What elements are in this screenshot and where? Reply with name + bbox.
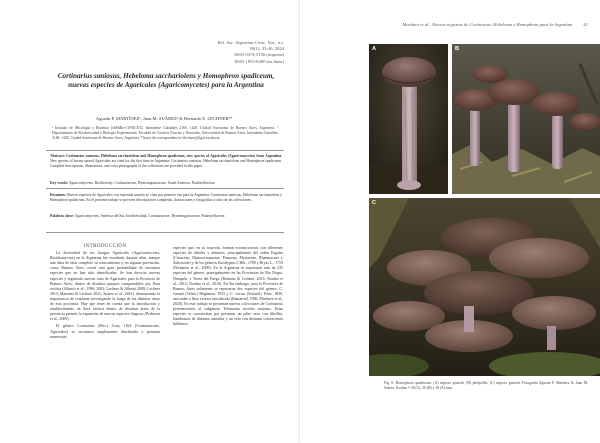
running-head-title: Martínez et al.: Nuevos registros de Cortinarius, Hebeloma y Homophron para la Argentina [402,22,573,27]
figure-caption-text: Homophron spadiceum. (A) aspecto general; (B) pileipellis; (C) aspecto general. Fotografía Agustín P. Martínez & Juan M. Suárez. Escalas = 30 (C), 20 (B) y 10 (A) mm. [384,381,589,390]
journal-issn-print: ISSN 0374-5156 (impresa) [234,52,284,58]
resumen-rule [46,188,284,189]
body-column-left [50,244,160,342]
body-paragraph: especies que, en su mayoría, forman ectomicorrizas con diferentes especies de árboles y arbustos, principalmente del orden Fagales (Cistaceae, Dipterocarpaceae, Pinaceae, Myrtaceae, Rhamnaceae y Salicaceae) y de los géneros Eucalyptus L'Hér., 1789 y Bryas L., 1753 (Niskanen et al., 2009). En la Argentina se reportaron más de 235 especies del género, principalmente en las Provincias de Río Negro, Neuquén, y Tierra del Fuego (Romano & Lechner, 2013; Nouhra et al., 2013; Nouhra et al., 2019). En Sin embargo, para la Provincia de Buenos Aires solamente se reportaron dos especies del género, C. varanii (Velen.) Hughman, 1955 y C. vactus (Schaeff.) Fries, 1838, asociadas a flora exótica introducida (Ramarrall, 1986; Martínez et al., 2020). En este trabajo se presentan nuevos colecciones de Cortinarius pertenecientes al subgénero Telamonia sección saniosus. Estas especies se caracterizan por presentar un píleo seco con fibrillas, basidiomas de distintos tamaños y un velo con distintas coloraciones brillantes. [173,246,283,327]
keywords [50,181,282,186]
figure-caption [384,381,588,391]
article-authors: Agustín P. MARTÍNEZ¹, Juan M. SUÁREZ² & Bernardo E. LECHNER¹* [95,116,233,121]
resumen-text: Nuevas especies de Agaricales con esporada marrón se citan por primera vez para la Argentina: Cortinarius saniosus, Hebeloma sacchariolens y Homophron spadiceum. En el presente trabajo se proveen descripciones completas, ilustraciones y fotografías a color de las colecciones. [50,193,283,202]
panel-label-c: C [372,200,376,206]
mushroom-photo-a-image [369,44,448,194]
resumen-heading: Resumen: [50,193,66,197]
page-number: 41 [583,22,588,27]
palabras-clave [50,214,282,219]
journal-volume: 39(1): 33-46, 2024 [249,46,284,52]
abstract-text: New species of brown spored Agaricales are cited for the first time in Argentina: Cortinarius saniosus, Hebeloma sacchariolens and Homophron spadiceum. Complete descriptions, illustrations, and color photographs of the collections are provided in this paper. [50,159,282,168]
introduction-heading: INTRODUCCIÓN [83,244,127,249]
mushroom-photo-c-image [369,198,600,376]
figure-photo-a [369,44,448,194]
article-title: Cortinarius saniosus, Hebeloma sacchariolens y Homophron spadiceum, nuevas especies de Agaricales (Agaricomycetes) para la Argentina [57,72,275,90]
author-affiliations: ¹ Instituto de Micología y Botánica (InMiBo-CONICET), Intendente Güiraldes 2160, 1428, Ciudad Autónoma de Buenos Aires, Argentina. ² Departamento de Biodiversidad y Biología Experimental, Facultad de Ciencias Exactas y Naturales, Universidad de Buenos Aires, Intendente Güiraldes 2160, 1428, Ciudad Autónoma de Buenos Aires, Argentina. *Autor de correspondencia: blechner@bg.fcen.uba.ar [52,126,278,140]
mushroom-photo-b-image [452,44,600,194]
palabras-clave-heading: Palabras clave: [50,214,75,218]
abstract [50,154,282,169]
journal-issn-online: ISSN 1853-8460 (en línea) [234,58,284,64]
running-head [336,22,588,27]
abstract-top-rule [46,150,284,151]
keywords-text: Agaricomycetes, Biodiversity, Cortinariaceae, Hymenogastraceae, South America, Psathyrellaceae. [68,181,216,185]
figure-photo-b [452,44,600,194]
abstract-heading: Abstract: Cortinarius saniosus, Hebeloma sacchariolens and Homophron spadiceum, new species of Agaricales (Agaricomycetes) from Argentina. [50,154,282,158]
figure-caption-number: Fig. 6. [384,381,395,385]
body-paragraph: La diversidad de los hongos Agaricales (Agaricomycetes, Basidiomycota) en la Argentina fue estudiada durante años, aunque aún dista de estar completo su conocimiento y, en algunas provincias, como Buenos Aires, existe una gran probabilidad de encontrar especies que no han sido identificadas. Se han descrito nuevas especies y registrado nuevas citas de Agaricales para la Provincia de Buenos Aires, dentro de distintos parques comprendidos por flora exótica (Albertó et al., 1996, 2002; Lechner & Albertó 2008; Lechner 2013; Martínez & Lechner 2021; Suárez et al., 2021), demostrando la importancia de continuar investigando la funga de las distintas áreas de esta provincia. Hay que tener en cuenta que la introducción y establecimiento de flora exótica dentro de distintas áreas de la provincia permite la expansión de nuevas especies fúngicas (Pedersen et al., 2009). [50,251,160,322]
right-page [300,0,600,443]
panel-label-b: B [455,46,459,52]
body-column-right [173,246,283,330]
resumen [50,193,282,203]
body-paragraph: El género Cortinarius (Pers.) Gray, 1821 (Cortinariaceae, Agaricales) se encuentra ampliamente distribuido y presenta numerosas [50,324,160,339]
journal-citation-block [154,40,284,65]
journal-name: Bol. Soc. Argentina Cienc. Nat., n.s. [217,40,284,45]
keywords-heading: Key words: [50,181,69,185]
body-top-rule [46,232,284,233]
panel-label-a: A [372,46,376,52]
figure-photo-c [369,198,600,376]
palabras-clave-text: Agaricomycetes, América del Sur, biodiversidad, Cortinariaceae, Hymenogastraceae, Psathyrellaceae. [74,214,226,218]
